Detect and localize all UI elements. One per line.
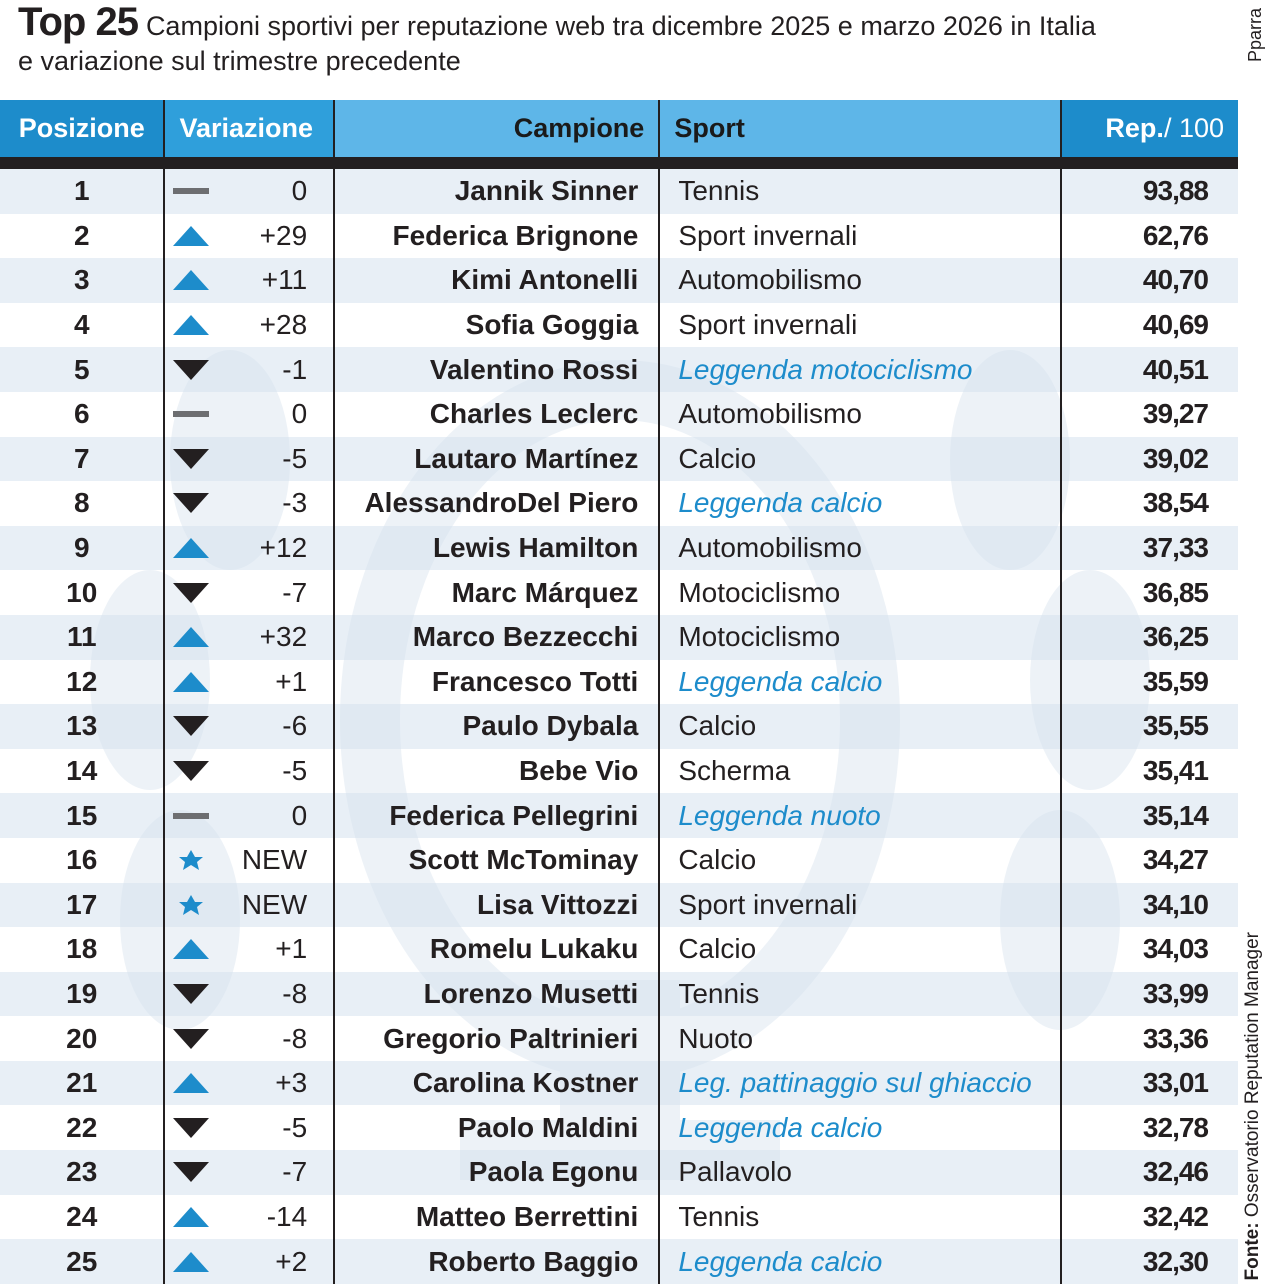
table-row xyxy=(0,838,1238,883)
cell-variation xyxy=(164,749,334,794)
cell-reputation: 35,55 xyxy=(1061,704,1238,749)
cell-position: 3 xyxy=(0,258,164,303)
cell-sport: Leggenda calcio xyxy=(659,1239,1060,1284)
cell-reputation: 32,30 xyxy=(1061,1239,1238,1284)
cell-reputation: 33,01 xyxy=(1061,1061,1238,1106)
col-header-campione: Campione xyxy=(334,100,659,157)
triangle-up-icon xyxy=(173,1207,209,1227)
dash-icon-shape xyxy=(173,813,209,819)
cell-sport: Leggenda calcio xyxy=(659,660,1060,705)
triangle-up-icon xyxy=(173,270,209,290)
variation-value: -8 xyxy=(282,977,308,1009)
cell-champion: Jannik Sinner xyxy=(334,169,659,214)
cell-position: 4 xyxy=(0,303,164,348)
cell-position: 25 xyxy=(0,1239,164,1284)
cell-position: 10 xyxy=(0,570,164,615)
cell-reputation: 32,42 xyxy=(1142,1200,1208,1232)
triangle-up-icon-shape xyxy=(173,627,209,647)
dash-icon-shape xyxy=(173,411,209,417)
cell-variation xyxy=(164,570,334,615)
variation-value: -7 xyxy=(282,1156,308,1188)
cell-reputation: 34,10 xyxy=(1061,883,1238,928)
subtitle: e variazione sul trimestre precedente xyxy=(18,46,461,76)
cell-reputation: 34,27 xyxy=(1142,844,1208,876)
variation-value: -5 xyxy=(282,755,308,787)
table-row xyxy=(0,169,1238,214)
cell-reputation: 40,69 xyxy=(1142,309,1208,341)
col-header-posizione: Posizione xyxy=(0,100,164,157)
title-area xyxy=(18,0,1218,78)
triangle-down-icon-shape xyxy=(173,583,209,603)
table-row xyxy=(0,883,1238,928)
cell-variation xyxy=(164,1061,334,1106)
triangle-up-icon-shape xyxy=(173,315,209,335)
triangle-down-icon-shape xyxy=(173,493,209,513)
col-header-rep-scale: / 100 xyxy=(1163,113,1224,143)
cell-variation xyxy=(164,392,334,437)
star-icon-shape xyxy=(179,850,203,870)
cell-champion: Lorenzo Musetti xyxy=(334,972,659,1017)
table-row xyxy=(0,615,1238,660)
variation-value: +28 xyxy=(259,309,308,341)
title-rest: Campioni sportivi per reputazione web tra dicembre 2025 e marzo 2026 in Italia xyxy=(145,11,1096,41)
cell-reputation: 93,88 xyxy=(1061,169,1238,214)
cell-sport: Leggenda nuoto xyxy=(659,793,1060,838)
cell-champion: Marc Márquez xyxy=(334,570,659,615)
cell-variation xyxy=(164,615,334,660)
table-row xyxy=(0,749,1238,794)
cell-champion: Matteo Berrettini xyxy=(334,1195,659,1240)
cell-sport: Pallavolo xyxy=(659,1150,1060,1195)
cell-variation xyxy=(164,258,334,303)
cell-variation xyxy=(164,1150,334,1195)
cell-position: 12 xyxy=(0,660,164,705)
triangle-down-icon-shape xyxy=(173,1118,209,1138)
triangle-up-icon xyxy=(173,538,209,558)
cell-position: 20 xyxy=(0,1016,164,1061)
cell-position: 6 xyxy=(0,392,164,437)
cell-reputation: 36,25 xyxy=(1061,615,1238,660)
variation-value: -14 xyxy=(266,1200,308,1232)
cell-reputation: 62,76 xyxy=(1142,219,1208,251)
cell-variation xyxy=(164,481,334,526)
col-header-sport: Sport xyxy=(659,100,1060,157)
cell-champion: Lewis Hamilton xyxy=(334,526,659,571)
table-row xyxy=(0,1195,1238,1240)
cell-sport: Calcio xyxy=(659,838,1060,883)
triangle-up-icon xyxy=(173,627,209,647)
cell-champion: Marco Bezzecchi xyxy=(334,615,659,660)
triangle-down-icon xyxy=(173,761,209,781)
credit: Pparra xyxy=(1245,8,1265,63)
triangle-up-icon-shape xyxy=(173,939,209,959)
table-row xyxy=(0,660,1238,705)
triangle-up-icon xyxy=(173,315,209,335)
triangle-down-icon-shape xyxy=(173,1162,209,1182)
cell-champion: Paulo Dybala xyxy=(334,704,659,749)
variation-value: +11 xyxy=(261,264,308,296)
cell-variation xyxy=(164,927,334,972)
cell-sport: Scherma xyxy=(659,749,1060,794)
table-row xyxy=(0,972,1238,1017)
cell-sport: Leg. pattinaggio sul ghiaccio xyxy=(659,1061,1060,1106)
variation-value: NEW xyxy=(241,888,308,920)
title xyxy=(18,0,1218,44)
cell-sport: Leggenda motociclismo xyxy=(659,347,1060,392)
cell-reputation: 33,99 xyxy=(1061,972,1238,1017)
triangle-down-icon-shape xyxy=(173,716,209,736)
table-row xyxy=(0,927,1238,972)
cell-position: 19 xyxy=(0,972,164,1017)
cell-variation xyxy=(164,838,334,883)
triangle-down-icon xyxy=(173,1029,209,1049)
triangle-up-icon-shape xyxy=(173,1073,209,1093)
cell-position: 15 xyxy=(0,793,164,838)
cell-reputation: 32,46 xyxy=(1061,1150,1238,1195)
cell-variation xyxy=(164,1016,334,1061)
variation-value: +2 xyxy=(275,1245,308,1277)
cell-sport: Sport invernali xyxy=(659,214,1060,259)
cell-variation xyxy=(164,1195,334,1240)
cell-champion: Federica Brignone xyxy=(334,214,659,259)
table-row xyxy=(0,1061,1238,1106)
cell-position: 5 xyxy=(0,347,164,392)
table-row xyxy=(0,258,1238,303)
cell-champion: Valentino Rossi xyxy=(334,347,659,392)
table-row xyxy=(0,793,1238,838)
title-big: Top 25 xyxy=(18,0,138,44)
table-row xyxy=(0,214,1238,259)
triangle-down-icon xyxy=(173,1118,209,1138)
triangle-down-icon xyxy=(173,449,209,469)
cell-variation xyxy=(164,437,334,482)
triangle-down-icon-shape xyxy=(173,1029,209,1049)
triangle-up-icon-shape xyxy=(173,1207,209,1227)
cell-variation xyxy=(164,347,334,392)
variation-value: 0 xyxy=(291,175,308,207)
cell-reputation: 40,70 xyxy=(1061,258,1238,303)
cell-sport: Automobilismo xyxy=(659,392,1060,437)
triangle-up-icon xyxy=(173,939,209,959)
dash-icon-shape xyxy=(173,188,209,194)
cell-champion: Charles Leclerc xyxy=(334,392,659,437)
cell-champion: Paolo Maldini xyxy=(334,1105,659,1150)
source-text: Osservatorio Reputation Manager xyxy=(1242,931,1263,1217)
table-row xyxy=(0,1105,1238,1150)
table-row xyxy=(0,570,1238,615)
cell-champion: Carolina Kostner xyxy=(334,1061,659,1106)
table-row xyxy=(0,481,1238,526)
cell-champion: Federica Pellegrini xyxy=(334,793,659,838)
cell-position: 9 xyxy=(0,526,164,571)
dash-icon xyxy=(173,404,209,424)
cell-champion: Lautaro Martínez xyxy=(334,437,659,482)
header-separator xyxy=(0,157,1238,169)
variation-value: +32 xyxy=(259,621,308,653)
cell-sport: Motociclismo xyxy=(659,615,1060,660)
cell-reputation: 37,33 xyxy=(1061,526,1238,571)
header-row xyxy=(0,100,1238,157)
cell-sport: Sport invernali xyxy=(659,303,1060,348)
cell-variation xyxy=(164,526,334,571)
cell-sport: Tennis xyxy=(659,1195,1060,1240)
triangle-down-icon xyxy=(173,583,209,603)
cell-position: 1 xyxy=(0,169,164,214)
star-icon xyxy=(173,850,209,870)
cell-reputation: 36,85 xyxy=(1142,576,1208,608)
triangle-up-icon-shape xyxy=(173,538,209,558)
triangle-up-icon-shape xyxy=(173,672,209,692)
cell-variation xyxy=(164,303,334,348)
cell-position: 2 xyxy=(0,214,164,259)
cell-position: 16 xyxy=(0,838,164,883)
cell-variation xyxy=(164,214,334,259)
cell-sport: Calcio xyxy=(659,927,1060,972)
cell-sport: Sport invernali xyxy=(659,883,1060,928)
triangle-down-icon-shape xyxy=(173,449,209,469)
cell-variation xyxy=(164,660,334,705)
ranking-table xyxy=(0,100,1238,1284)
source-label: Fonte: xyxy=(1242,1221,1263,1280)
triangle-up-icon xyxy=(173,672,209,692)
cell-position: 21 xyxy=(0,1061,164,1106)
variation-value: -1 xyxy=(282,353,308,385)
cell-position: 8 xyxy=(0,481,164,526)
source-note xyxy=(1242,932,1264,1280)
triangle-down-icon xyxy=(173,984,209,1004)
triangle-up-icon-shape xyxy=(173,226,209,246)
cell-champion: Kimi Antonelli xyxy=(334,258,659,303)
cell-sport: Leggenda calcio xyxy=(659,1105,1060,1150)
cell-sport: Tennis xyxy=(659,972,1060,1017)
cell-reputation: 35,41 xyxy=(1142,755,1208,787)
cell-reputation: 33,36 xyxy=(1142,1022,1208,1054)
cell-position: 14 xyxy=(0,749,164,794)
cell-reputation: 32,78 xyxy=(1142,1111,1208,1143)
triangle-up-icon-shape xyxy=(173,1252,209,1272)
cell-reputation: 39,27 xyxy=(1142,398,1208,430)
cell-variation xyxy=(164,704,334,749)
cell-reputation: 38,54 xyxy=(1142,487,1208,519)
triangle-up-icon-shape xyxy=(173,270,209,290)
cell-position: 23 xyxy=(0,1150,164,1195)
cell-variation xyxy=(164,972,334,1017)
cell-reputation: 40,51 xyxy=(1061,347,1238,392)
variation-value: -3 xyxy=(282,487,308,519)
star-icon-shape xyxy=(179,895,203,915)
cell-champion: Roberto Baggio xyxy=(334,1239,659,1284)
variation-value: +29 xyxy=(259,219,308,251)
variation-value: +3 xyxy=(275,1067,308,1099)
cell-sport: Calcio xyxy=(659,704,1060,749)
variation-value: -8 xyxy=(282,1022,308,1054)
variation-value: 0 xyxy=(291,398,308,430)
variation-value: -5 xyxy=(282,442,308,474)
triangle-down-icon xyxy=(173,716,209,736)
cell-reputation: 34,03 xyxy=(1142,933,1208,965)
cell-champion: Paola Egonu xyxy=(334,1150,659,1195)
table-row xyxy=(0,1150,1238,1195)
cell-champion: Lisa Vittozzi xyxy=(334,883,659,928)
cell-variation xyxy=(164,793,334,838)
table-row xyxy=(0,347,1238,392)
dash-icon xyxy=(173,181,209,201)
cell-variation xyxy=(164,1239,334,1284)
cell-position: 22 xyxy=(0,1105,164,1150)
star-icon xyxy=(173,895,209,915)
table-row xyxy=(0,392,1238,437)
table-row xyxy=(0,437,1238,482)
cell-reputation: 35,59 xyxy=(1142,665,1208,697)
cell-variation xyxy=(164,883,334,928)
cell-position: 17 xyxy=(0,883,164,928)
triangle-down-icon-shape xyxy=(173,984,209,1004)
cell-champion: Sofia Goggia xyxy=(334,303,659,348)
cell-sport: Tennis xyxy=(659,169,1060,214)
triangle-up-icon xyxy=(173,1073,209,1093)
triangle-down-icon-shape xyxy=(173,360,209,380)
triangle-down-icon xyxy=(173,493,209,513)
cell-variation xyxy=(164,169,334,214)
cell-champion: AlessandroDel Piero xyxy=(334,481,659,526)
table-row xyxy=(0,303,1238,348)
cell-champion: Scott McTominay xyxy=(334,838,659,883)
table-row xyxy=(0,1016,1238,1061)
cell-reputation: 39,02 xyxy=(1061,437,1238,482)
cell-champion: Francesco Totti xyxy=(334,660,659,705)
cell-position: 18 xyxy=(0,927,164,972)
col-header-rep-label: Rep. xyxy=(1105,113,1164,143)
cell-variation xyxy=(164,1105,334,1150)
cell-reputation: 35,14 xyxy=(1061,793,1238,838)
variation-value: -7 xyxy=(282,576,308,608)
variation-value: -5 xyxy=(282,1111,308,1143)
cell-sport: Leggenda calcio xyxy=(659,481,1060,526)
dash-icon xyxy=(173,806,209,826)
cell-sport: Automobilismo xyxy=(659,258,1060,303)
cell-champion: Romelu Lukaku xyxy=(334,927,659,972)
variation-value: NEW xyxy=(241,844,308,876)
table-row xyxy=(0,704,1238,749)
cell-position: 24 xyxy=(0,1195,164,1240)
variation-value: 0 xyxy=(291,799,308,831)
cell-sport: Automobilismo xyxy=(659,526,1060,571)
variation-value: +1 xyxy=(275,933,308,965)
cell-champion: Gregorio Paltrinieri xyxy=(334,1016,659,1061)
cell-position: 7 xyxy=(0,437,164,482)
col-header-rep xyxy=(1061,100,1238,157)
cell-sport: Motociclismo xyxy=(659,570,1060,615)
cell-sport: Nuoto xyxy=(659,1016,1060,1061)
triangle-down-icon xyxy=(173,1162,209,1182)
table-row xyxy=(0,526,1238,571)
triangle-down-icon xyxy=(173,360,209,380)
cell-sport: Calcio xyxy=(659,437,1060,482)
separator-bar xyxy=(0,157,1238,169)
triangle-down-icon-shape xyxy=(173,761,209,781)
variation-value: +1 xyxy=(275,665,308,697)
col-header-variazione: Variazione xyxy=(164,100,334,157)
cell-champion: Bebe Vio xyxy=(334,749,659,794)
cell-position: 11 xyxy=(0,615,164,660)
table-row xyxy=(0,1239,1238,1284)
triangle-up-icon xyxy=(173,1252,209,1272)
triangle-up-icon xyxy=(173,226,209,246)
variation-value: +12 xyxy=(259,532,308,564)
variation-value: -6 xyxy=(282,710,308,742)
cell-position: 13 xyxy=(0,704,164,749)
